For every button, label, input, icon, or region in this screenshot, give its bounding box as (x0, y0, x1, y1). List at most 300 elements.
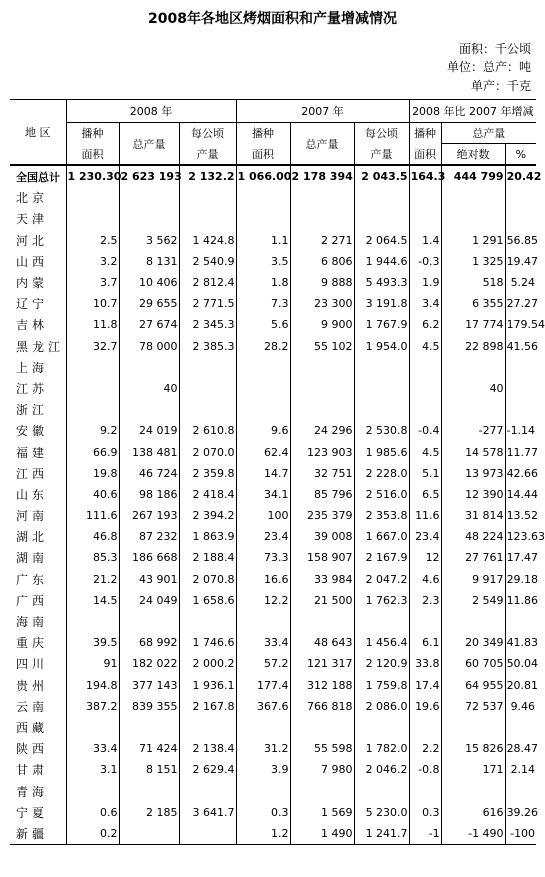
output-change-pct-cell: 20.81 (505, 675, 536, 696)
output-2008-cell: 71 424 (119, 738, 179, 759)
area-2007-cell (236, 780, 290, 801)
table-row (10, 208, 536, 229)
yield-2008-cell: 1 746.6 (179, 632, 236, 653)
area-change-cell (409, 378, 441, 399)
yield-2007-cell: 2 046.2 (354, 759, 409, 780)
region-cell: 山西 (16, 254, 49, 269)
yield-2008-cell (179, 208, 236, 229)
output-2007-cell: 33 984 (290, 569, 354, 590)
area-change-cell (409, 717, 441, 738)
yield-2007-cell: 2 047.2 (354, 569, 409, 590)
output-2008-cell: 8 131 (119, 251, 179, 272)
output-change-pct-cell: 13.52 (505, 505, 536, 526)
region-cell: 四川 (16, 657, 49, 672)
output-2008-cell: 138 481 (119, 441, 179, 462)
yield-2008-cell: 2 070.0 (179, 441, 236, 462)
output-2007-cell: 2 271 (290, 230, 354, 251)
output-change-pct-cell: 9.46 (505, 696, 536, 717)
table-row (10, 526, 536, 547)
area-2008-cell: 11.8 (66, 314, 119, 335)
region-cell: 河南 (16, 509, 49, 524)
yield-2007-cell: 1 944.6 (354, 251, 409, 272)
yield-2007-cell: 1 667.0 (354, 526, 409, 547)
region-cell: 吉林 (16, 318, 49, 333)
area-2007-cell: 1.2 (236, 823, 290, 845)
region-cell: 北京 (16, 191, 49, 206)
output-2008-cell: 78 000 (119, 336, 179, 357)
header-2007: 2007 年 (236, 100, 409, 123)
region-cell: 安徽 (16, 424, 49, 439)
output-2007-cell: 121 317 (290, 653, 354, 674)
output-2007-cell: 9 900 (290, 314, 354, 335)
area-2008-cell: 46.8 (66, 526, 119, 547)
table-row (10, 420, 536, 441)
output-2008-cell (119, 187, 179, 208)
header-change-sown: 播种 (409, 123, 441, 144)
area-2008-cell: 39.5 (66, 632, 119, 653)
table-row (10, 632, 536, 653)
area-2008-cell (66, 187, 119, 208)
region-cell: 江西 (16, 466, 49, 481)
yield-2007-cell: 1 762.3 (354, 590, 409, 611)
region-cell: 福建 (16, 445, 49, 460)
area-2007-cell: 367.6 (236, 696, 290, 717)
area-2007-cell: 28.2 (236, 336, 290, 357)
area-2008-cell: 3.7 (66, 272, 119, 293)
output-change-cell: 2 549 (441, 590, 505, 611)
area-change-cell: 0.3 (409, 802, 441, 823)
table-row (10, 293, 536, 314)
header-region: 地 区 (10, 100, 66, 166)
area-2008-cell (66, 399, 119, 420)
header-change-sown-l2: 面积 (409, 144, 441, 166)
output-2008-cell: 24 019 (119, 420, 179, 441)
area-change-cell (409, 399, 441, 420)
yield-2008-cell: 2 385.3 (179, 336, 236, 357)
region-cell: 湖北 (16, 530, 49, 545)
output-2007-cell (290, 399, 354, 420)
yield-2008-cell (179, 611, 236, 632)
region-cell: 湖南 (16, 551, 49, 566)
output-change-cell: 518 (441, 272, 505, 293)
yield-2008-cell (179, 187, 236, 208)
output-2007-cell: 48 643 (290, 632, 354, 653)
output-2008-cell (119, 357, 179, 378)
region-cell: 上海 (16, 360, 49, 375)
area-change-cell: 3.4 (409, 293, 441, 314)
area-2007-cell: 73.3 (236, 547, 290, 568)
output-2008-cell: 98 186 (119, 484, 179, 505)
output-2008-cell: 839 355 (119, 696, 179, 717)
area-change-cell: 11.6 (409, 505, 441, 526)
yield-2007-cell: 1 767.9 (354, 314, 409, 335)
output-2008-cell: 27 674 (119, 314, 179, 335)
yield-2007-cell: 2 167.9 (354, 547, 409, 568)
area-2007-cell: 62.4 (236, 441, 290, 462)
output-change-pct-cell: 20.42 (505, 165, 536, 187)
table-row (10, 441, 536, 462)
output-2007-cell: 1 490 (290, 823, 354, 845)
yield-2008-cell: 2 070.8 (179, 569, 236, 590)
area-2008-cell: 21.2 (66, 569, 119, 590)
output-change-pct-cell: 42.66 (505, 463, 536, 484)
area-2007-cell: 3.5 (236, 251, 290, 272)
output-2008-cell: 29 655 (119, 293, 179, 314)
output-change-pct-cell (505, 780, 536, 801)
yield-2008-cell (179, 378, 236, 399)
output-change-pct-cell (505, 717, 536, 738)
area-2007-cell (236, 208, 290, 229)
table-row (10, 187, 536, 208)
output-2008-cell: 377 143 (119, 675, 179, 696)
yield-2007-cell: 1 759.8 (354, 675, 409, 696)
header-absolute: 绝对数 (441, 144, 505, 166)
area-2007-cell: 33.4 (236, 632, 290, 653)
output-change-cell: 1 291 (441, 230, 505, 251)
output-2008-cell: 10 406 (119, 272, 179, 293)
area-2008-cell: 19.8 (66, 463, 119, 484)
table-row (10, 336, 536, 357)
area-2008-cell (66, 611, 119, 632)
output-2007-cell: 158 907 (290, 547, 354, 568)
output-2007-cell: 9 888 (290, 272, 354, 293)
area-2007-cell: 7.3 (236, 293, 290, 314)
area-2007-cell: 100 (236, 505, 290, 526)
output-change-cell: 27 761 (441, 547, 505, 568)
area-change-cell (409, 187, 441, 208)
output-change-pct-cell: 11.86 (505, 590, 536, 611)
output-2007-cell: 312 188 (290, 675, 354, 696)
area-2008-cell: 387.2 (66, 696, 119, 717)
table-row (10, 653, 536, 674)
header-2008-sown-area-l2: 面积 (66, 144, 119, 166)
output-change-pct-cell: 2.14 (505, 759, 536, 780)
output-2007-cell (290, 611, 354, 632)
table-row (10, 569, 536, 590)
yield-2007-cell: 1 456.4 (354, 632, 409, 653)
yield-2008-cell: 2 345.3 (179, 314, 236, 335)
yield-2007-cell: 1 985.6 (354, 441, 409, 462)
region-cell: 重庆 (16, 636, 49, 651)
area-2007-cell: 23.4 (236, 526, 290, 547)
area-2008-cell: 194.8 (66, 675, 119, 696)
yield-2008-cell (179, 399, 236, 420)
output-change-pct-cell: 19.47 (505, 251, 536, 272)
output-change-pct-cell (505, 357, 536, 378)
area-2008-cell (66, 357, 119, 378)
area-2008-cell: 66.9 (66, 441, 119, 462)
output-2008-cell: 3 562 (119, 230, 179, 251)
area-change-cell (409, 611, 441, 632)
area-2008-cell: 14.5 (66, 590, 119, 611)
table-row-total (10, 165, 536, 187)
header-change: 2008 年比 2007 年增减 (409, 100, 536, 123)
yield-2007-cell: 2 353.8 (354, 505, 409, 526)
header-2008-total-output: 总产量 (119, 123, 179, 166)
output-2007-cell: 23 300 (290, 293, 354, 314)
yield-2007-cell: 2 064.5 (354, 230, 409, 251)
yield-2008-cell: 2 610.8 (179, 420, 236, 441)
output-change-cell: 616 (441, 802, 505, 823)
output-change-cell (441, 208, 505, 229)
area-change-cell: 2.2 (409, 738, 441, 759)
yield-2008-cell: 2 812.4 (179, 272, 236, 293)
output-change-cell: 72 537 (441, 696, 505, 717)
output-change-cell: 60 705 (441, 653, 505, 674)
table-row (10, 230, 536, 251)
table-row (10, 399, 536, 420)
yield-2007-cell: 1 241.7 (354, 823, 409, 845)
header-2007-total-output: 总产量 (290, 123, 354, 166)
output-2008-cell: 43 901 (119, 569, 179, 590)
region-cell: 山东 (16, 487, 49, 502)
output-change-pct-cell: 123.63 (505, 526, 536, 547)
output-change-cell: -277 (441, 420, 505, 441)
output-change-pct-cell (505, 208, 536, 229)
yield-2008-cell: 2 000.2 (179, 653, 236, 674)
region-cell: 西藏 (16, 720, 49, 735)
output-change-cell (441, 187, 505, 208)
output-change-pct-cell: 5.24 (505, 272, 536, 293)
output-2008-cell (119, 823, 179, 845)
table-row (10, 251, 536, 272)
output-change-pct-cell: 56.85 (505, 230, 536, 251)
yield-2007-cell (354, 187, 409, 208)
output-2008-cell: 68 992 (119, 632, 179, 653)
region-cell: 海南 (16, 615, 49, 630)
output-change-cell: 64 955 (441, 675, 505, 696)
area-2008-cell: 2.5 (66, 230, 119, 251)
area-change-cell: 1.4 (409, 230, 441, 251)
output-2008-cell: 2 623 193 (119, 165, 179, 187)
yield-2008-cell: 1 658.6 (179, 590, 236, 611)
output-2007-cell: 55 598 (290, 738, 354, 759)
output-change-cell: 22 898 (441, 336, 505, 357)
area-2008-cell (66, 208, 119, 229)
area-2007-cell (236, 717, 290, 738)
yield-2008-cell: 3 641.7 (179, 802, 236, 823)
output-2007-cell: 766 818 (290, 696, 354, 717)
output-2007-cell: 21 500 (290, 590, 354, 611)
area-change-cell: 12 (409, 547, 441, 568)
output-2007-cell: 55 102 (290, 336, 354, 357)
region-cell: 全国总计 (16, 170, 60, 184)
region-cell: 贵州 (16, 678, 49, 693)
yield-2007-cell (354, 378, 409, 399)
area-2007-cell: 5.6 (236, 314, 290, 335)
output-2007-cell: 24 296 (290, 420, 354, 441)
area-2007-cell: 34.1 (236, 484, 290, 505)
output-2008-cell: 8 151 (119, 759, 179, 780)
area-2007-cell: 31.2 (236, 738, 290, 759)
output-2008-cell: 40 (119, 378, 179, 399)
yield-2008-cell: 2 418.4 (179, 484, 236, 505)
area-2008-cell: 9.2 (66, 420, 119, 441)
output-2008-cell: 2 185 (119, 802, 179, 823)
table-row (10, 802, 536, 823)
area-2007-cell: 1 066.00 (236, 165, 290, 187)
output-change-pct-cell: 27.27 (505, 293, 536, 314)
area-change-cell: 6.5 (409, 484, 441, 505)
output-change-cell (441, 780, 505, 801)
yield-2008-cell (179, 357, 236, 378)
yield-2008-cell: 1 936.1 (179, 675, 236, 696)
output-2007-cell (290, 208, 354, 229)
output-change-cell: 31 814 (441, 505, 505, 526)
table-row (10, 505, 536, 526)
area-2007-cell (236, 187, 290, 208)
output-change-cell: 14 578 (441, 441, 505, 462)
yield-2008-cell: 1 863.9 (179, 526, 236, 547)
page-title: 2008年各地区烤烟面积和产量增减情况 (148, 11, 397, 27)
output-change-pct-cell: 39.26 (505, 802, 536, 823)
area-2007-cell: 177.4 (236, 675, 290, 696)
output-2008-cell: 182 022 (119, 653, 179, 674)
area-change-cell: 4.5 (409, 441, 441, 462)
area-change-cell: -1 (409, 823, 441, 845)
output-change-pct-cell: 41.56 (505, 336, 536, 357)
yield-2008-cell (179, 780, 236, 801)
output-2007-cell (290, 187, 354, 208)
table-row (10, 590, 536, 611)
area-2007-cell: 14.7 (236, 463, 290, 484)
area-change-cell: 17.4 (409, 675, 441, 696)
yield-2007-cell (354, 611, 409, 632)
output-2008-cell: 46 724 (119, 463, 179, 484)
table-row (10, 314, 536, 335)
area-2008-cell: 10.7 (66, 293, 119, 314)
area-change-cell: -0.4 (409, 420, 441, 441)
output-2007-cell (290, 357, 354, 378)
yield-2008-cell: 2 132.2 (179, 165, 236, 187)
area-2008-cell: 85.3 (66, 547, 119, 568)
header-2008: 2008 年 (66, 100, 236, 123)
yield-2008-cell: 1 424.8 (179, 230, 236, 251)
table-row (10, 611, 536, 632)
yield-2007-cell: 1 782.0 (354, 738, 409, 759)
area-2008-cell (66, 717, 119, 738)
header-2008-sown-area: 播种 (66, 123, 119, 144)
output-change-cell: 171 (441, 759, 505, 780)
yield-2007-cell (354, 399, 409, 420)
output-change-cell (441, 717, 505, 738)
output-change-cell: 15 826 (441, 738, 505, 759)
region-cell: 广东 (16, 572, 49, 587)
region-cell: 陕西 (16, 742, 49, 757)
output-change-cell: 9 917 (441, 569, 505, 590)
header-2007-sown-area: 播种 (236, 123, 290, 144)
area-2008-cell (66, 780, 119, 801)
output-2007-cell: 6 806 (290, 251, 354, 272)
output-change-pct-cell (505, 399, 536, 420)
area-change-cell (409, 357, 441, 378)
region-cell: 辽宁 (16, 297, 49, 312)
output-change-pct-cell (505, 611, 536, 632)
area-change-cell: 5.1 (409, 463, 441, 484)
output-change-cell: 6 355 (441, 293, 505, 314)
header-percent: % (505, 144, 536, 166)
area-2007-cell: 1.8 (236, 272, 290, 293)
area-change-cell: 19.6 (409, 696, 441, 717)
output-change-pct-cell: -100 (505, 823, 536, 845)
yield-2008-cell: 2 167.8 (179, 696, 236, 717)
area-2007-cell (236, 357, 290, 378)
yield-2007-cell (354, 208, 409, 229)
area-2007-cell: 12.2 (236, 590, 290, 611)
yield-2008-cell: 2 359.8 (179, 463, 236, 484)
area-2008-cell: 40.6 (66, 484, 119, 505)
area-2008-cell: 0.2 (66, 823, 119, 845)
area-change-cell: 4.6 (409, 569, 441, 590)
output-2007-cell: 7 980 (290, 759, 354, 780)
area-2008-cell: 91 (66, 653, 119, 674)
unit-total-note: 单位：总产：吨 (446, 60, 531, 74)
output-change-pct-cell: 14.44 (505, 484, 536, 505)
yield-2007-cell (354, 357, 409, 378)
output-2007-cell: 32 751 (290, 463, 354, 484)
output-2007-cell: 85 796 (290, 484, 354, 505)
yield-2008-cell: 2 138.4 (179, 738, 236, 759)
table-row (10, 378, 536, 399)
area-2008-cell: 1 230.30 (66, 165, 119, 187)
yield-2007-cell (354, 717, 409, 738)
yield-2008-cell: 2 540.9 (179, 251, 236, 272)
output-change-cell (441, 399, 505, 420)
area-2007-cell: 0.3 (236, 802, 290, 823)
yield-2007-cell: 2 228.0 (354, 463, 409, 484)
output-change-cell: 17 774 (441, 314, 505, 335)
yield-2007-cell: 2 530.8 (354, 420, 409, 441)
output-2007-cell: 123 903 (290, 441, 354, 462)
area-2007-cell: 57.2 (236, 653, 290, 674)
table-row (10, 272, 536, 293)
output-2008-cell (119, 717, 179, 738)
output-change-cell: 12 390 (441, 484, 505, 505)
region-cell: 内蒙 (16, 276, 49, 291)
output-2007-cell (290, 717, 354, 738)
output-2008-cell (119, 611, 179, 632)
area-2008-cell: 111.6 (66, 505, 119, 526)
region-cell: 宁夏 (16, 805, 49, 820)
output-change-cell: 1 325 (441, 251, 505, 272)
yield-2008-cell: 2 188.4 (179, 547, 236, 568)
region-cell: 天津 (16, 212, 49, 227)
table-row (10, 738, 536, 759)
yield-2008-cell: 2 394.2 (179, 505, 236, 526)
output-2008-cell: 267 193 (119, 505, 179, 526)
output-change-pct-cell: -1.14 (505, 420, 536, 441)
area-change-cell: 33.8 (409, 653, 441, 674)
area-2008-cell: 0.6 (66, 802, 119, 823)
area-2007-cell: 9.6 (236, 420, 290, 441)
region-cell: 黑龙江 (16, 339, 65, 354)
table-row (10, 780, 536, 801)
area-2007-cell (236, 378, 290, 399)
area-change-cell: 4.5 (409, 336, 441, 357)
header-2008-per-ha-l2: 产量 (179, 144, 236, 166)
area-2008-cell: 32.7 (66, 336, 119, 357)
yield-2007-cell: 2 120.9 (354, 653, 409, 674)
yield-2007-cell: 3 191.8 (354, 293, 409, 314)
area-2007-cell (236, 399, 290, 420)
area-2008-cell: 3.2 (66, 251, 119, 272)
table-row (10, 675, 536, 696)
output-change-cell: -1 490 (441, 823, 505, 845)
area-change-cell: -0.3 (409, 251, 441, 272)
area-change-cell: -0.8 (409, 759, 441, 780)
output-change-cell (441, 611, 505, 632)
area-2007-cell (236, 611, 290, 632)
